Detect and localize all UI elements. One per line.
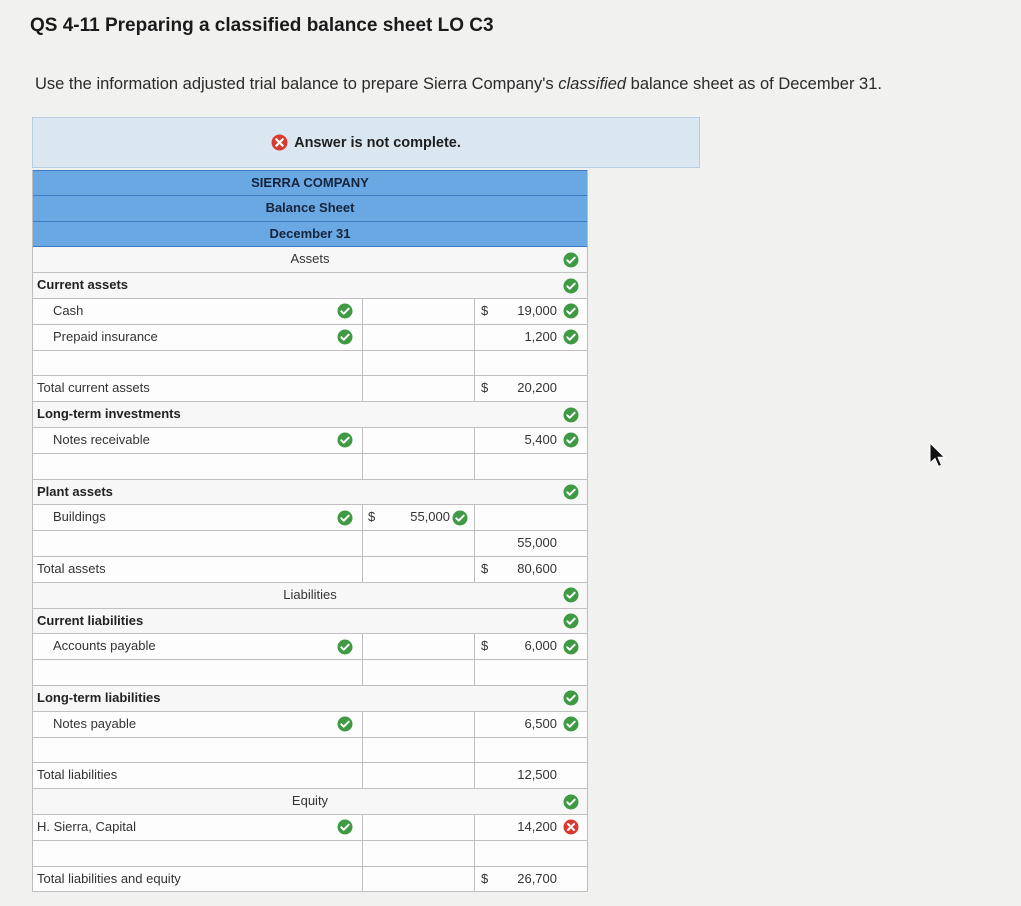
section-label: Long-term liabilities [37,689,161,705]
dollar-sign: $ [481,380,489,396]
check-icon [563,252,579,268]
instructions-text-end: balance sheet as of December 31. [626,75,882,93]
account-label: Total current assets [37,380,150,396]
statement-date-header: December 31 [33,222,587,248]
dollar-sign: $ [481,638,489,654]
amount-input-second-column[interactable] [475,557,587,582]
section-heading-liabilities [33,583,587,609]
check-icon [563,690,579,706]
amount-input-first-column[interactable] [363,738,475,763]
row-prepaid-insurance [33,325,587,351]
amount-input-second-column[interactable] [475,376,587,401]
row-cash [33,299,587,325]
section-heading-label: Liabilities [283,586,337,602]
account-label: Notes receivable [53,431,150,447]
amount-input-first-column[interactable] [363,763,475,788]
amount-input-first-column[interactable] [363,428,475,453]
account-select[interactable] [33,841,363,866]
section-long-term-investments [33,402,587,428]
amount-input-first-column[interactable] [363,660,475,685]
account-select[interactable] [33,325,363,350]
check-icon [563,639,579,655]
check-icon [563,587,579,603]
account-select[interactable] [33,712,363,737]
check-icon [452,510,468,526]
account-select[interactable] [33,351,363,376]
check-icon [563,794,579,810]
row-total-assets [33,557,587,583]
account-select[interactable] [33,815,363,840]
row-total-current-assets [33,376,587,402]
company-name-header: SIERRA COMPANY [33,170,587,196]
blank-row [33,841,587,867]
check-icon [563,484,579,500]
error-icon [271,134,288,151]
amount-value: 20,200 [517,380,557,396]
account-select[interactable] [33,299,363,324]
amount-input-second-column[interactable] [475,841,587,866]
blank-row [33,738,587,764]
account-select[interactable] [33,376,363,401]
amount-input-first-column[interactable] [363,557,475,582]
account-label: Notes payable [53,715,137,731]
section-long-term-liabilities [33,686,587,712]
account-select[interactable] [33,738,363,763]
balance-sheet-body [33,247,587,892]
account-label: Accounts payable [53,638,156,654]
balance-sheet-table [32,170,588,892]
section-heading-label: Assets [290,251,330,267]
amount-input-first-column[interactable] [363,634,475,659]
blank-row [33,454,587,480]
instructions-emphasis: classified [558,75,627,93]
account-label: Buildings [53,509,106,525]
row-notes-payable [33,712,587,738]
row-total-liabilities [33,763,587,789]
section-heading-equity [33,789,587,815]
section-current-liabilities [33,609,587,635]
section-label: Current liabilities [37,612,144,628]
amount-input-first-column[interactable] [363,505,475,530]
account-select[interactable] [33,660,363,685]
amount-input-second-column[interactable] [475,815,587,840]
section-current-assets [33,273,587,299]
row-total-liabilities-and-equity [33,867,587,893]
check-icon [337,329,353,345]
account-select[interactable] [33,505,363,530]
amount-input-second-column[interactable] [475,325,587,350]
amount-input-second-column[interactable] [475,299,587,324]
account-label: Prepaid insurance [53,328,158,344]
amount-value: 26,700 [517,870,557,886]
blank-row [33,351,587,377]
account-select[interactable] [33,634,363,659]
check-icon [563,613,579,629]
amount-input-first-column[interactable] [363,841,475,866]
error-icon [563,819,579,835]
amount-input-second-column[interactable] [475,712,587,737]
amount-input-first-column[interactable] [363,531,475,556]
section-label: Long-term investments [37,406,181,422]
amount-input-first-column[interactable] [363,454,475,479]
amount-value: 14,200 [517,818,557,834]
check-icon [563,432,579,448]
amount-value: 6,500 [524,715,557,731]
row-buildings [33,505,587,531]
account-label: Total liabilities and equity [37,870,181,886]
dollar-sign: $ [481,870,489,886]
mouse-cursor-icon [928,442,948,468]
amount-value: 19,000 [517,302,557,318]
section-label: Plant assets [37,483,113,499]
check-icon [563,407,579,423]
amount-input-second-column[interactable] [475,531,587,556]
amount-input-first-column[interactable] [363,712,475,737]
amount-input-first-column[interactable] [363,299,475,324]
section-heading-assets [33,247,587,273]
row-accounts-payable [33,634,587,660]
amount-value: 55,000 [410,509,450,525]
account-select[interactable] [33,454,363,479]
dollar-sign: $ [481,560,489,576]
check-icon [337,716,353,732]
account-label: Cash [53,302,84,318]
section-label: Current assets [37,277,129,293]
amount-input-second-column[interactable] [475,454,587,479]
blank-row [33,660,587,686]
amount-input-second-column[interactable] [475,351,587,376]
account-select[interactable] [33,531,363,556]
section-plant-assets [33,480,587,506]
account-select[interactable] [33,557,363,582]
amount-value: 5,400 [524,431,557,447]
amount-input-first-column[interactable] [363,376,475,401]
amount-input-second-column[interactable] [475,428,587,453]
check-icon [337,510,353,526]
row-h-sierra-capital [33,815,587,841]
account-select[interactable] [33,428,363,453]
amount-input-second-column[interactable] [475,738,587,763]
amount-value: 6,000 [524,638,557,654]
check-icon [563,716,579,732]
account-select[interactable] [33,763,363,788]
amount-value: 1,200 [524,328,557,344]
page-title: QS 4-11 Preparing a classified balance sheet LO C3 [30,15,494,36]
instructions [35,75,882,94]
section-heading-label: Equity [291,793,329,809]
amount-value: 55,000 [517,535,557,551]
check-icon [337,303,353,319]
check-icon [337,819,353,835]
amount-value: 12,500 [517,767,557,783]
check-icon [337,432,353,448]
statement-name-header: Balance Sheet [33,196,587,222]
amount-input-second-column[interactable] [475,505,587,530]
answer-status-text: Answer is not complete. [294,134,461,151]
dollar-sign: $ [368,509,376,525]
instructions-text-start: Use the information adjusted trial balance to prepare Sierra Company's [35,75,559,93]
answer-status-banner [32,117,700,168]
amount-input-first-column[interactable] [363,351,475,376]
account-label: H. Sierra, Capital [37,818,136,834]
amount-input-second-column[interactable] [475,763,587,788]
account-select[interactable] [33,867,363,892]
amount-input-second-column[interactable] [475,634,587,659]
amount-input-first-column[interactable] [363,867,475,892]
amount-value: 80,600 [517,560,557,576]
amount-input-second-column[interactable] [475,867,587,892]
amount-input-first-column[interactable] [363,815,475,840]
check-icon [563,278,579,294]
account-label: Total liabilities [37,767,118,783]
amount-input-second-column[interactable] [475,660,587,685]
amount-input-first-column[interactable] [363,325,475,350]
blank-row [33,531,587,557]
dollar-sign: $ [481,302,489,318]
row-notes-receivable [33,428,587,454]
check-icon [337,639,353,655]
check-icon [563,303,579,319]
check-icon [563,329,579,345]
account-label: Total assets [37,560,106,576]
